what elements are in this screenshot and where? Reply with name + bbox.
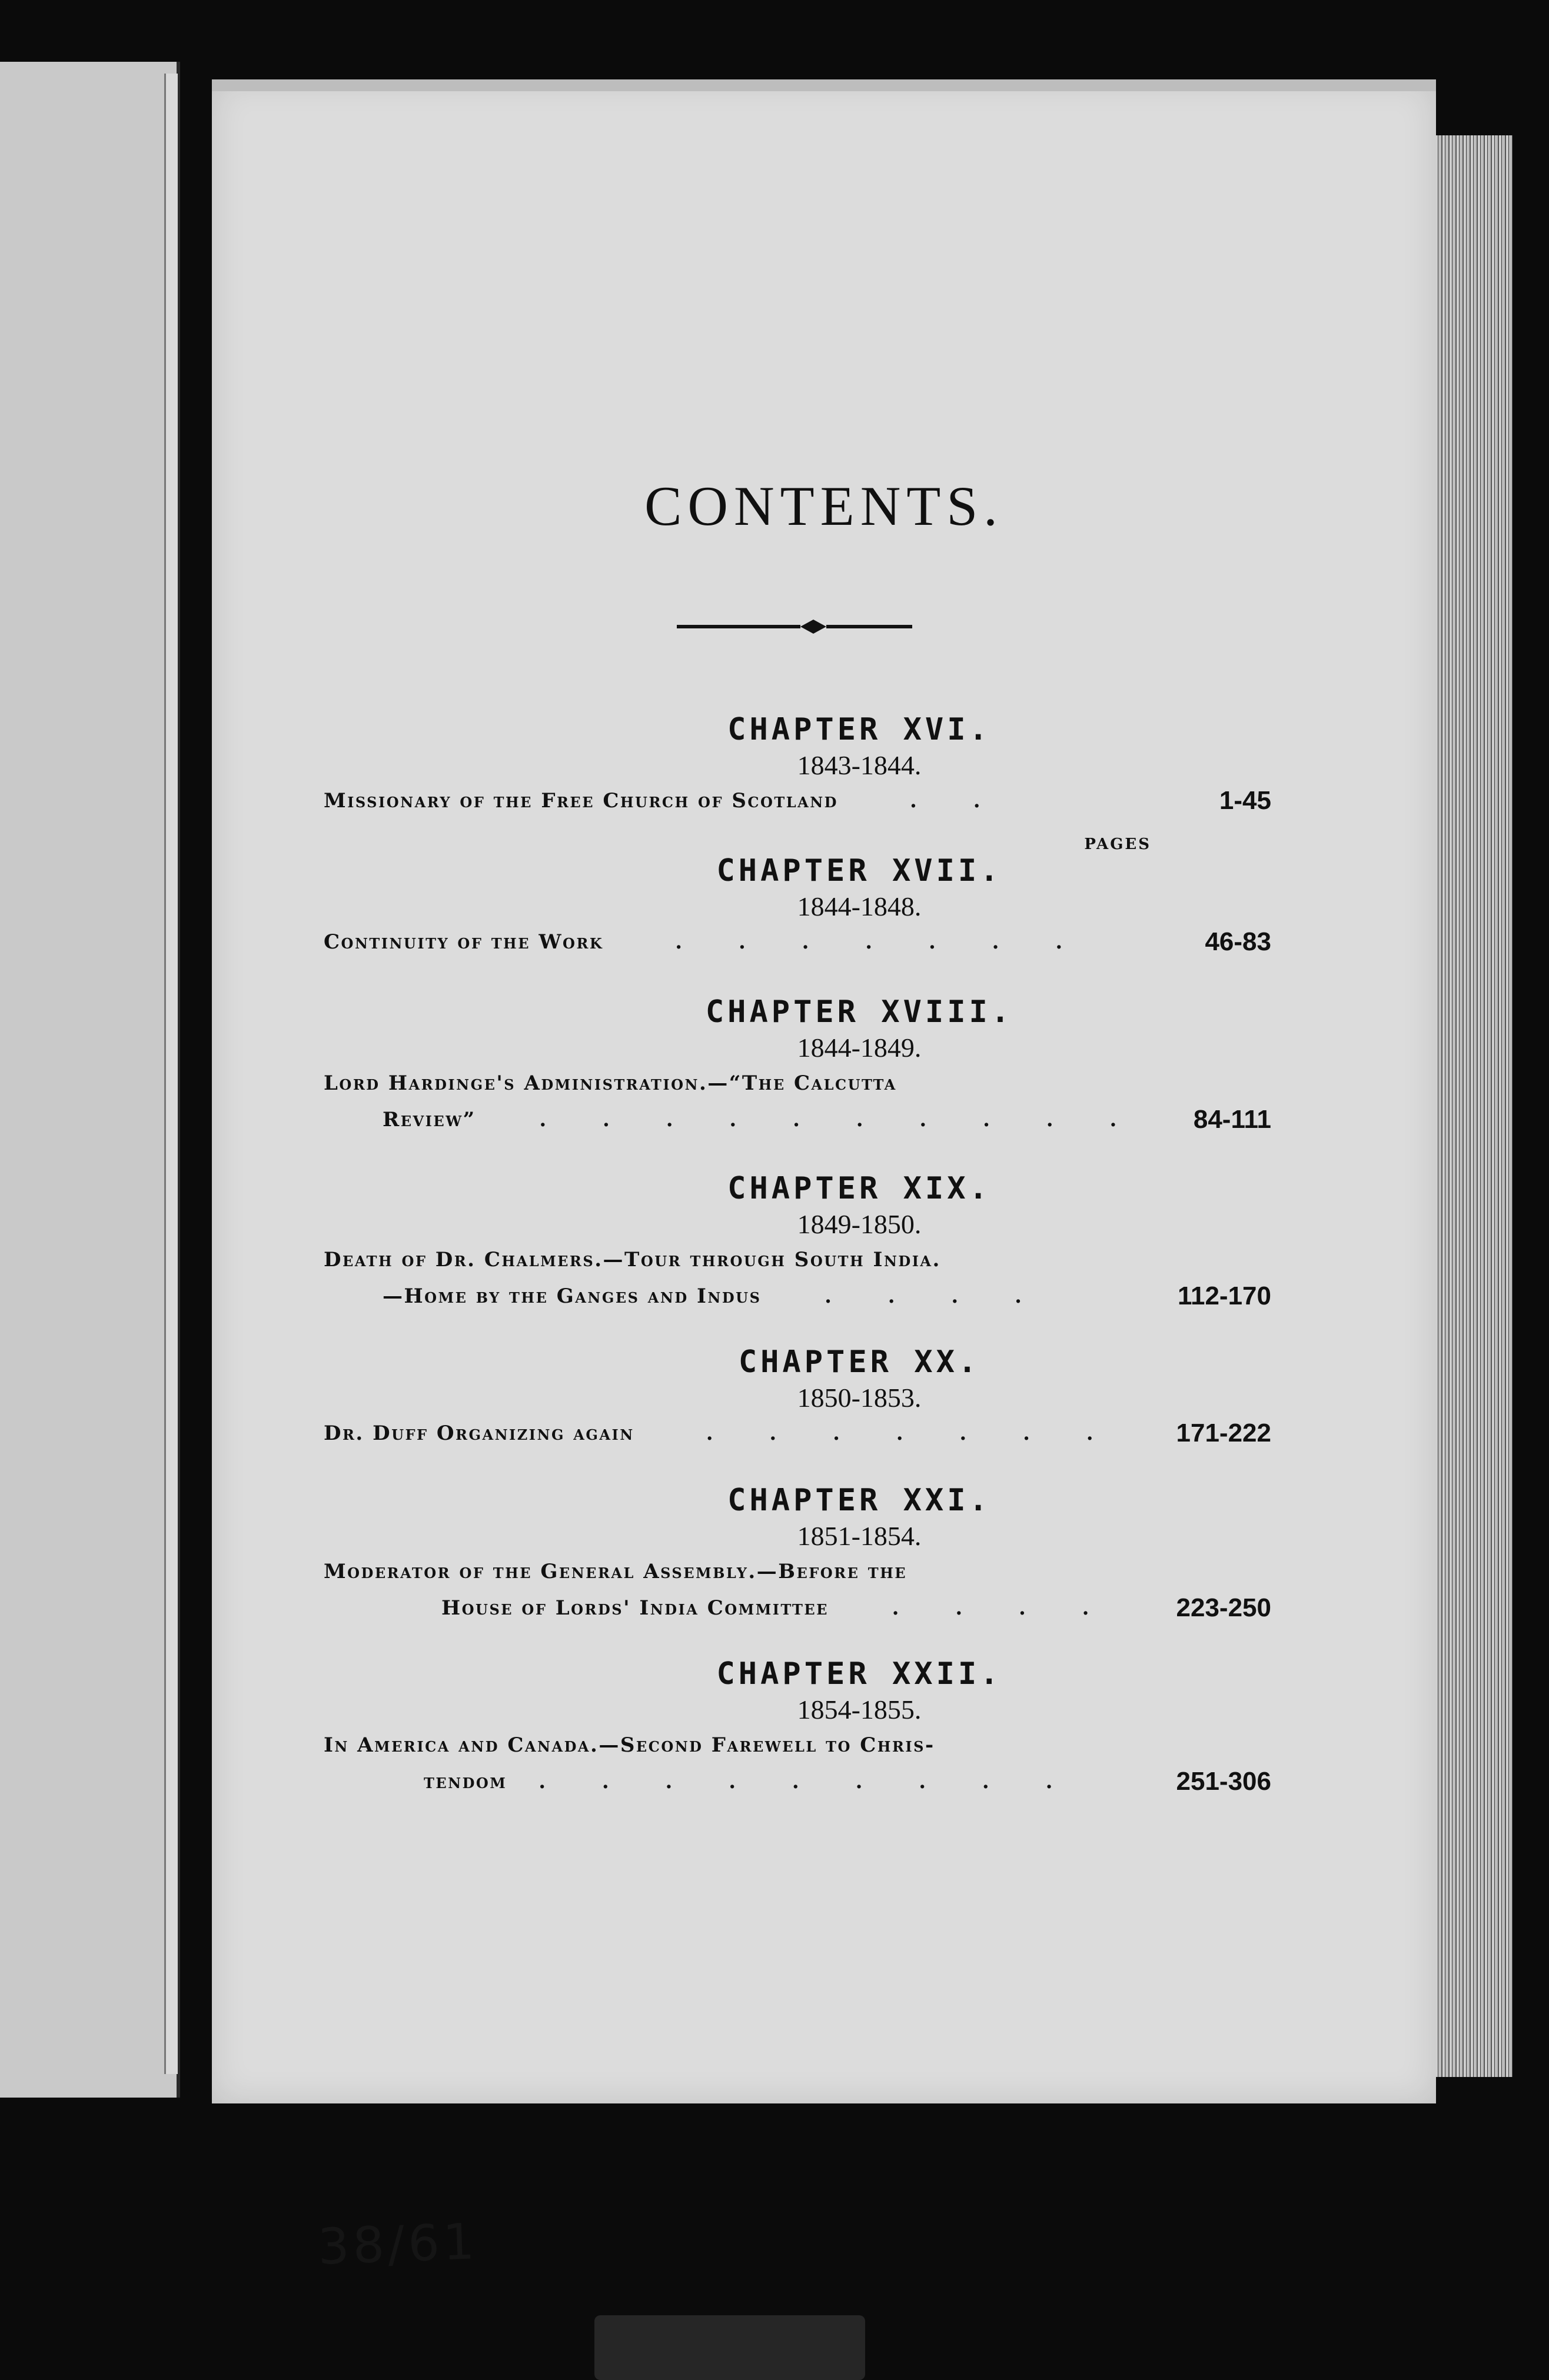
left-page-edge	[164, 74, 178, 2074]
chapter-title: CHAPTER XXI.	[727, 1483, 991, 1518]
adjacent-left-page	[0, 62, 180, 2098]
page-edges-stack	[1424, 135, 1513, 2077]
leader-dots: . .	[846, 789, 1005, 813]
pages-column-header: PAGES	[1084, 836, 1151, 853]
chapter-description-line: Dr. Duff Organizing again	[324, 1422, 634, 1445]
leader-dots: . . . .	[761, 1284, 1046, 1308]
page-range: 84-111	[1193, 1105, 1271, 1134]
chapter-title: CHAPTER XXII.	[716, 1656, 1002, 1692]
faint-library-stamp	[594, 2315, 865, 2380]
chapter-description-line: In America and Canada.—Second Farewell to Chris-	[324, 1733, 935, 1757]
chapter-description	[324, 1727, 1395, 1800]
chapter-title: CHAPTER XVII.	[716, 853, 1002, 888]
chapter-years: 1854-1855.	[797, 1695, 922, 1725]
chapter-title: CHAPTER XVI.	[727, 712, 991, 747]
ornament-divider	[677, 609, 948, 644]
chapter-description-line: Death of Dr. Chalmers.—Tour through South India.	[324, 1248, 941, 1271]
chapter-title: CHAPTER XX.	[738, 1344, 980, 1380]
chapter-description	[324, 783, 1395, 819]
chapter-entry	[324, 853, 1395, 960]
chapter-description	[324, 1553, 1395, 1626]
chapter-description	[324, 1415, 1395, 1452]
chapter-years: 1844-1848.	[797, 891, 922, 921]
chapter-years: 1849-1850.	[797, 1209, 922, 1239]
continuation-text: —Home by the Ganges and Indus	[383, 1284, 762, 1308]
chapter-years: 1851-1854.	[797, 1521, 922, 1551]
page-range: 251-306	[1176, 1767, 1271, 1796]
chapter-entry	[324, 1656, 1395, 1800]
continuation-text: tendom	[424, 1770, 507, 1793]
chapter-entry	[324, 712, 1395, 819]
continuation-text: Review”	[383, 1108, 476, 1131]
page-range: 46-83	[1205, 927, 1271, 956]
chapter-description	[324, 924, 1395, 960]
leader-dots: . . . . . . . . .	[507, 1770, 1078, 1793]
chapter-title: CHAPTER XIX.	[727, 1171, 991, 1206]
page-range: 112-170	[1177, 1281, 1271, 1310]
chapter-description-line: Lord Hardinge's Administration.—“The Calcutta	[324, 1071, 897, 1095]
continuation-text: House of Lords' India Committee	[441, 1596, 829, 1620]
chapter-description-line: Missionary of the Free Church of Scotland	[324, 789, 838, 813]
leader-dots: . . . . . . .	[643, 1422, 1118, 1445]
chapter-description	[324, 1241, 1395, 1314]
chapter-entry	[324, 1171, 1395, 1314]
chapter-entry	[324, 1483, 1395, 1626]
chapter-entry	[324, 994, 1395, 1138]
chapter-entry	[324, 1344, 1395, 1452]
chapter-years: 1844-1849.	[797, 1033, 922, 1063]
page-range: 1-45	[1219, 786, 1271, 815]
chapter-years: 1850-1853.	[797, 1383, 922, 1413]
handwritten-note: 38/61	[317, 2212, 479, 2276]
page-title: CONTENTS.	[644, 475, 1003, 537]
chapter-description-line: Continuity of the Work	[324, 930, 604, 954]
leader-dots: . . . .	[828, 1596, 1114, 1620]
page-range: 171-222	[1176, 1419, 1271, 1447]
leader-dots: . . . . . . .	[611, 930, 1088, 954]
chapter-description	[324, 1065, 1395, 1138]
leader-dots: . . . . . . . . . .	[476, 1108, 1142, 1131]
chapter-description-line: Moderator of the General Assembly.—Before the	[324, 1560, 908, 1583]
contents-page	[212, 79, 1436, 2276]
chapter-title: CHAPTER XVIII.	[705, 994, 1013, 1030]
page-range: 223-250	[1176, 1593, 1271, 1622]
chapter-years: 1843-1844.	[797, 750, 922, 780]
